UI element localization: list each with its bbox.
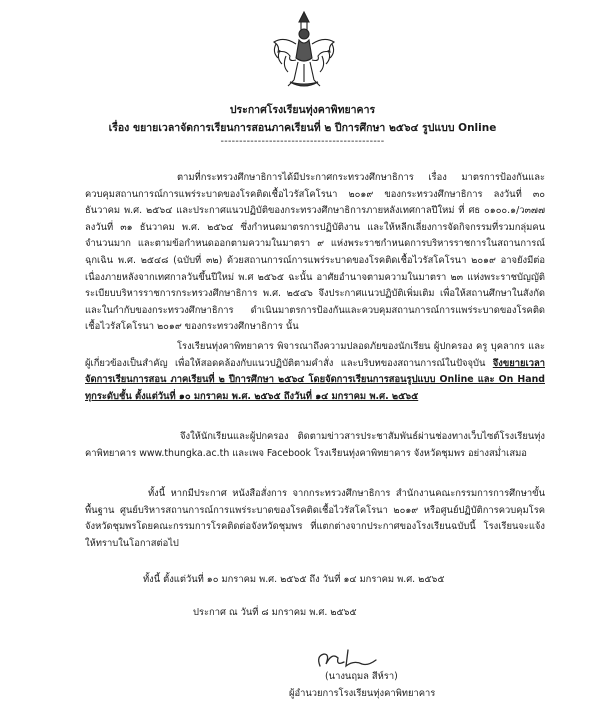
paragraph-decision [85,339,545,405]
paragraph-contact: จึงให้นักเรียนและผู้ปกครอง ติดตามข่าวสารประชาสัมพันธ์ผ่านช่องทางเว็บไซต์โรงเรียนทุ่งคาพิทยาคาร www.thungka.ac.th และเพจ Facebook โรงเรียนทุ่งคาพิทยาคาร จังหวัดชุมพร อย่างสม่ำเสมอ [85,431,545,459]
announcement-date: ประกาศ ณ วันที่ ๘ มกราคม พ.ศ. ๒๕๖๕ [193,607,357,618]
title-divider: -------------------------------------------- [220,136,385,147]
announcement-title: ประกาศโรงเรียนทุ่งคาพิทยาคาร [229,104,376,116]
decision-highlight: จึงขยายเวลาจัดการเรียนการสอน ภาคเรียนที่ ๒ ปีการศึกษา ๒๕๖๔ โดยจัดการเรียนการสอนรูปแบบ Online และ On Hand ทุกระดับชั้น ตั้งแต่วันที่ ๑๐ มกราคม พ.ศ. ๒๕๖๕ ถึงวันที่ ๑๔ มกราคม พ.ศ. ๒๕๖๕ [85,357,545,402]
paragraph-notice: ทั้งนี้ หากมีประกาศ หนังสือสั่งการ จากกระทรวงศึกษาธิการ สำนักงานคณะกรรมการการศึกษาขั้นพื้นฐาน ศูนย์บริหารสถานการณ์การแพร่ระบาดของโรคติดเชื้อไวรัสโคโรนา ๒๐๑๙ หรือศูนย์ปฏิบัติการควบคุมโรคจังหวัดชุมพรโดยคณะกรรมการโรคติดต่อจังหวัดชุมพร ที่แตกต่างจากประกาศของโรงเรียนฉบับนี้ โรงเรียนจะแจ้งให้ทราบในโอกาสต่อไป [85,488,545,549]
signer-name: (นางนฤมล สีห์รา) [325,671,398,682]
signer-position: ผู้อำนวยการโรงเรียนทุ่งคาพิทยาคาร [289,688,436,699]
effective-period: ทั้งนี้ ตั้งแต่วันที่ ๑๐ มกราคม พ.ศ. ๒๕๖๕ ถึง วันที่ ๑๔ มกราคม พ.ศ. ๒๕๖๕ [143,574,445,585]
announcement-subject: เรื่อง ขยายเวลาจัดการเรียนการสอนภาคเรียนที่ ๒ ปีการศึกษา ๒๕๖๔ รูปแบบ Online [108,122,497,134]
paragraph-background: ตามที่กระทรวงศึกษาธิการได้มีประกาศกระทรวงศึกษาธิการ เรื่อง มาตรการป้องกันและควบคุมสถานการณ์การแพร่ระบาดของโรคติดเชื้อไวรัสโคโรนา ๒๐๑๙ ของกระทรวงศึกษาธิการ ลงวันที่ ๓๐ ธันวาคม พ.ศ. ๒๕๖๔ และประกาศแนวปฏิบัติของกระทรวงศึกษาธิการภายหลังเทศกาลปีใหม่ ที่ ศธ ๐๑๐๐.๑/ว๓๗๗ ลงวันที่ ๓๑ ธันวาคม พ.ศ. ๒๕๖๔ ซึ่งกำหนดมาตรการปฏิบัติงาน และให้หลีกเลี่ยงการจัดกิจกรรมที่รวมกลุ่มคนจำนวนมาก และตามข้อกำหนดออกตามความในมาตรา ๙ แห่งพระราชกำหนดการบริหารราชการในสถานการณ์ฉุกเฉิน พ.ศ. ๒๕๔๘ (ฉบับที่ ๓๒) ด้วยสถานการณ์การแพร่ระบาดของโรคติดเชื้อไวรัสโคโรนา ๒๐๑๙ อาจยังมีต่อเนื่องภายหลังจากเทศกาลวันขึ้นปีใหม่ พ.ศ ๒๕๖๕ ฉะนั้น อาศัยอำนาจตามความในมาตรา ๒๓ แห่งพระราชบัญญัติระเบียบบริหารราชการกระทรวงศึกษาธิการ พ.ศ. ๒๕๔๖ จึงประกาศแนวปฏิบัติเพิ่มเติม เพื่อให้สถานศึกษาในสังกัดและในกำกับของกระทรวงศึกษาธิการ ดำเนินมาตรการป้องกันและควบคุมสถานการณ์การแพร่ระบาดของโรคติดเชื้อไวรัสโคโรนา ๒๐๑๙ ของกระทรวงศึกษาธิการ นั้น [85,172,545,333]
garuda-emblem-icon [268,6,340,94]
decision-text: โรงเรียนทุ่งคาพิทยาคาร พิจารณาถึงความปลอดภัยของนักเรียน ผู้ปกครอง ครู บุคลากร และผู้เกี่ยวข้องเป็นสำคัญ เพื่อให้สอดคล้องกับแนวปฏิบัติตามคำสั่ง และบริบทของสถานการณ์ในปัจจุบัน [85,341,545,369]
